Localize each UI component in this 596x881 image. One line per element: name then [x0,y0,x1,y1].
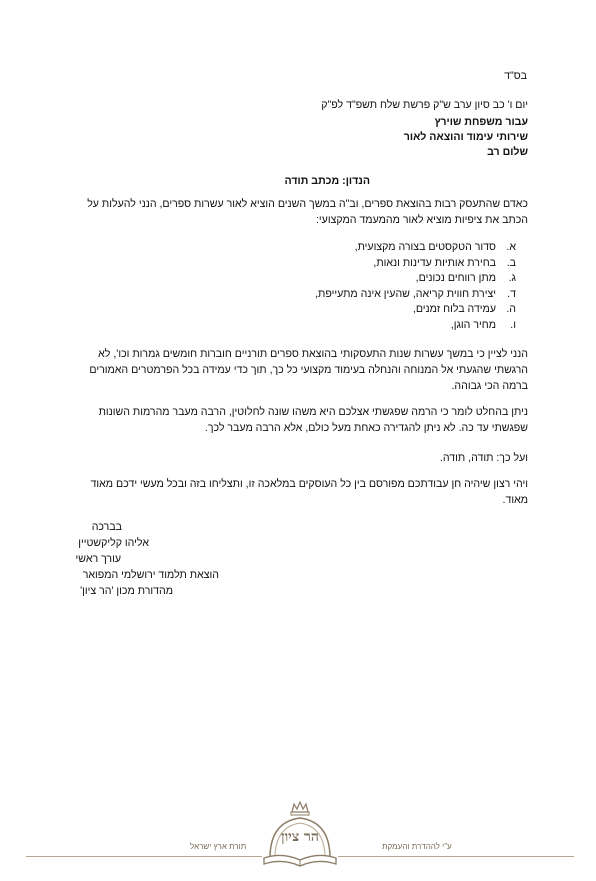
signature-title: עורך ראשי [75,553,121,565]
list-item [315,256,516,272]
body-paragraph-2: הנני לציין כי במשך עשרות שנות התעסקותי בהוצאת ספרים תורניים חוברות חומשים גמרות וכו', לא הרגשתי שהגעתי אל המנוחה והנחלה בעימוד מקצועי כל כך, תוך כדי עמידה בכל הפרמטרים האמורים ברמה הכי גבוהה. [89,348,528,392]
list-marker: ה. [506,303,516,316]
signature-greeting: בברכה [91,521,122,533]
list-item [315,271,516,287]
list-marker: א. [506,241,516,253]
signature-organization: הוצאת תלמוד ירושלמי המפואר [82,569,219,581]
list-item-text: סדור הטקסטים בצורה מקצועית, [354,241,496,253]
logo-text: הר ציון [281,829,319,845]
list-item [315,318,516,334]
recipient-name: עבור משפחת שוירץ [434,116,528,128]
list-item [315,302,516,318]
footer-text-left: תורת ארץ ישראל [190,842,247,851]
list-item-text: עמידה בלוח זמנים, [412,303,496,316]
recipient-greeting: שלום רב [487,146,528,158]
list-marker: ד. [507,287,516,300]
footer [0,796,596,877]
list-marker: ב. [506,256,516,269]
list-item [315,240,516,256]
body-paragraph-3: ניתן בהחלט לומר כי הרמה שפגשתי אצלכם היא משהו שונה לחלוטין, הרבה מעבר מהרמות השונות שפגשתי עד כה. לא ניתן להגדירה כאחת מעל כולם, אלא הרבה מעבר לכך. [98,406,528,434]
list-item-text: מחיר הוגן, [450,318,496,331]
footer-divider-left [26,856,262,857]
letter-subject: הנדון: מכתב תודה [284,175,370,187]
letter-date: יום ו' כב סיון ערב ש"ק פרשת שלח תשפ"ד לפ"ק [321,99,528,111]
list-item-text: יצירת חווית קריאה, שהעין אינה מתעייפת, [315,287,496,300]
list-marker: ו. [510,318,516,331]
har-zion-logo [258,796,342,876]
footer-divider-right [338,856,574,857]
list-item-text: מתן רווחים נכונים, [415,272,496,285]
signature-edition: מהדורת מכון 'הר ציון' [80,585,173,597]
bsd-header: בס"ד [504,70,527,82]
signature-name: אליהו קליקשטיין [78,537,149,549]
expectations-list [315,240,516,334]
list-item-text: בחירת אותיות עדינות ונאות, [373,256,496,269]
list-marker: ג. [508,272,516,285]
body-paragraph-4: ועל כך: תודה, תודה. [439,452,528,464]
recipient-company: שירותי עימוד והוצאה לאור [403,131,528,143]
body-paragraph-1: כאדם שהתעסק רבות בהוצאת ספרים, וב"ה במשך השנים הוציא לאור עשרות ספרים, הנני להעלות על הכתב את ציפיות מוציא לאור מהמעמד המקצועי: [87,198,528,226]
footer-text-right: ע"י לההדרת והעמקת [382,842,452,851]
body-paragraph-5: ויהי רצון שיהיה חן עבודתכם מפורסם בין כל העוסקים במלאכה זו, ותצליחו בזה ובכל מעשי ידכם מאוד מאוד. [90,478,528,506]
list-item [315,287,516,303]
